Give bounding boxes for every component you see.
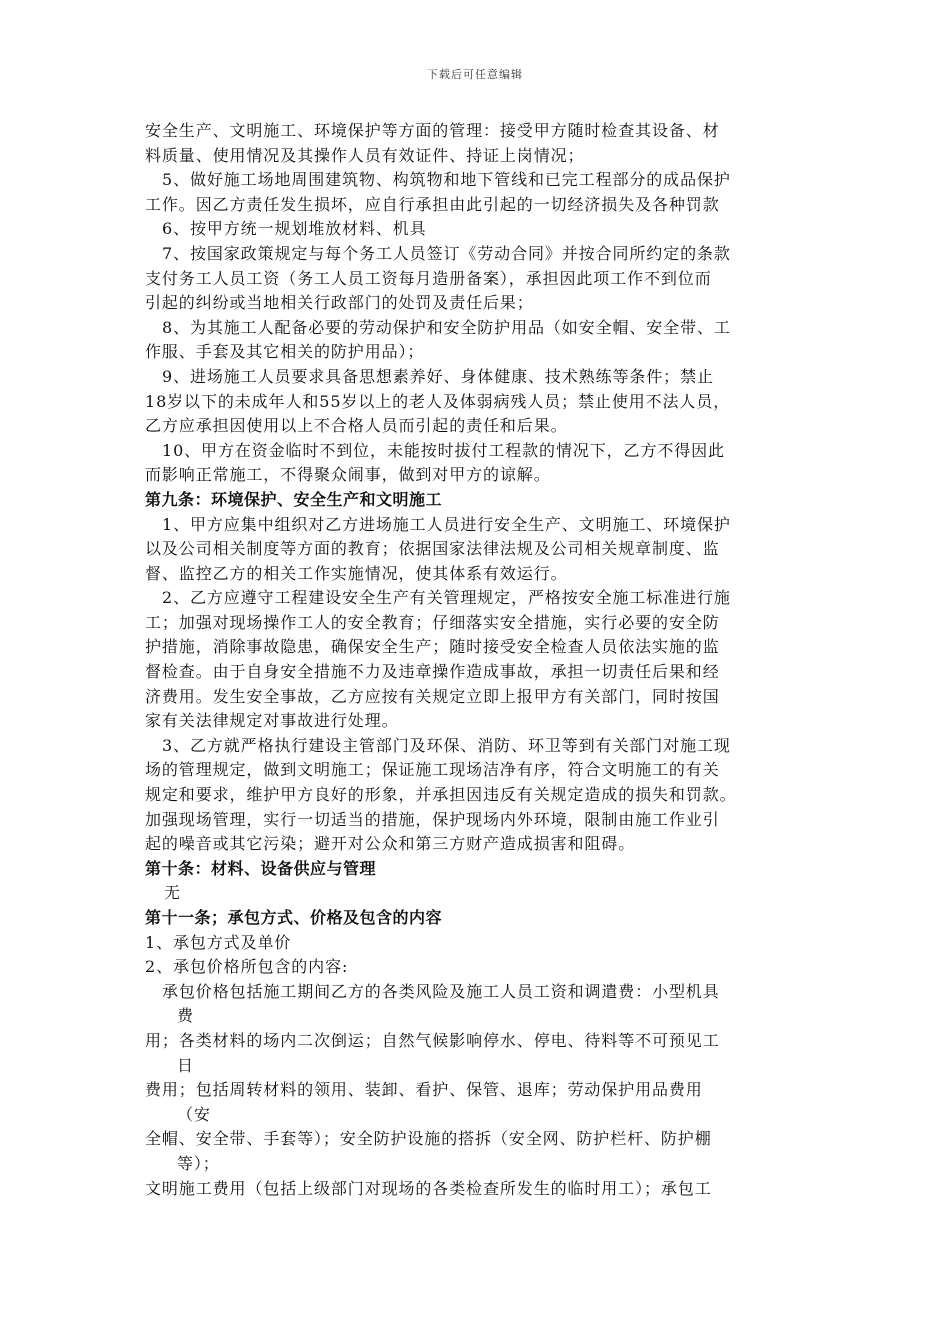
text-line: 2、乙方应遵守工程建设安全生产有关管理规定，严格按安全施工标准进行施 [162, 588, 731, 608]
text-line: 工作。因乙方责任发生损坏，应自行承担由此引起的一切经济损失及各种罚款 [145, 194, 720, 214]
text-line: 无 [164, 883, 181, 903]
text-line: 规定和要求，维护甲方良好的形象，并承担因违反有关规定造成的损失和罚款。 [145, 785, 737, 805]
text-line: 文明施工费用（包括上级部门对现场的各类检查所发生的临时用工）；承包工 [145, 1178, 712, 1198]
text-line: 费 [177, 1006, 194, 1026]
text-line: 引起的纠纷或当地相关行政部门的处罚及责任后果； [145, 293, 534, 313]
text-line: 而影响正常施工，不得聚众闹事，做到对甲方的谅解。 [145, 465, 551, 485]
text-line: 工；加强对现场操作工人的安全教育；仔细落实安全措施，实行必要的安全防 [145, 612, 720, 632]
text-line: 6、按甲方统一规划堆放材料、机具 [162, 219, 427, 239]
text-line: 支付务工人员工资（务工人员工资每月造册备案），承担因此项工作不到位而 [145, 268, 712, 288]
text-line: （安 [177, 1104, 211, 1124]
text-line: 安全生产、文明施工、环境保护等方面的管理：接受甲方随时检查其设备、材 [145, 121, 720, 140]
text-line: 1、承包方式及单价 [145, 932, 292, 952]
text-line: 18岁以下的未成年人和55岁以上的老人及体弱病残人员；禁止使用不法人员， [145, 391, 731, 411]
text-line: 3、乙方就严格执行建设主管部门及环保、消防、环卫等到有关部门对施工现 [162, 735, 731, 755]
section-heading: 第十条：材料、设备供应与管理 [145, 858, 377, 878]
section-heading: 第九条：环境保护、安全生产和文明施工 [145, 489, 443, 509]
text-line: 作服、手套及其它相关的防护用品）； [145, 342, 425, 362]
text-line: 督检查。由于自身安全措施不力及违章操作造成事故，承担一切责任后果和经 [145, 662, 720, 682]
text-line: 家有关法律规定对事故进行处理。 [145, 711, 399, 731]
text-line: 加强现场管理，实行一切适当的措施，保护现场内外环境，限制由施工作业引 [145, 809, 720, 829]
text-line: 8、为其施工人配备必要的劳动保护和安全防护用品（如安全帽、安全带、工 [162, 317, 731, 337]
text-line: 场的管理规定，做到文明施工；保证施工现场洁净有序，符合文明施工的有关 [145, 760, 720, 780]
text-line: 护措施，消除事故隐患，确保安全生产；随时接受安全检查人员依法实施的监 [145, 637, 720, 657]
section-heading: 第十一条；承包方式、价格及包含的内容 [145, 908, 443, 927]
text-line: 乙方应承担因使用以上不合格人员而引起的责任和后果。 [145, 416, 568, 436]
text-line: 济费用。发生安全事故，乙方应按有关规定立即上报甲方有关部门，同时按国 [145, 686, 720, 706]
text-line: 2、承包价格所包含的内容: [145, 957, 349, 977]
text-line: 以及公司相关制度等方面的教育；依据国家法律法规及公司相关规章制度、监 [145, 539, 720, 559]
text-line: 日 [177, 1055, 194, 1075]
text-line: 用；各类材料的场内二次倒运；自然气候影响停水、停电、待料等不可预见工 [145, 1030, 720, 1050]
text-line: 承包价格包括施工期间乙方的各类风险及施工人员工资和调遣费：小型机具 [162, 981, 720, 1001]
text-line: 等）； [177, 1153, 220, 1173]
text-line: 费用；包括周转材料的领用、装卸、看护、保管、退库；劳动保护用品费用 [145, 1080, 703, 1100]
text-line: 起的噪音或其它污染；避开对公众和第三方财产造成损害和阻碍。 [145, 834, 636, 854]
text-line: 5、做好施工场地周围建筑物、构筑物和地下管线和已完工程部分的成品保护 [162, 170, 731, 190]
text-line: 督、监控乙方的相关工作实施情况，使其体系有效运行。 [145, 563, 568, 583]
text-line: 全帽、安全带、手套等）；安全防护设施的搭拆（安全网、防护栏杆、防护棚 [145, 1129, 712, 1149]
text-line: 10、甲方在资金临时不到位，未能按时拔付工程款的情况下，乙方不得因此 [162, 440, 725, 460]
text-line: 1、甲方应集中组织对乙方进场施工人员进行安全生产、文明施工、环境保护 [162, 514, 731, 534]
page-header-note: 下载后可任意编辑 [427, 68, 523, 81]
text-line: 料质量、使用情况及其操作人员有效证件、持证上岗情况； [145, 145, 585, 165]
text-line: 9、进场施工人员要求具备思想素养好、身体健康、技术熟练等条件；禁止 [162, 366, 714, 386]
document-body [145, 119, 810, 1201]
text-line: 7、按国家政策规定与每个务工人员签订《劳动合同》并按合同所约定的条款 [162, 243, 731, 263]
